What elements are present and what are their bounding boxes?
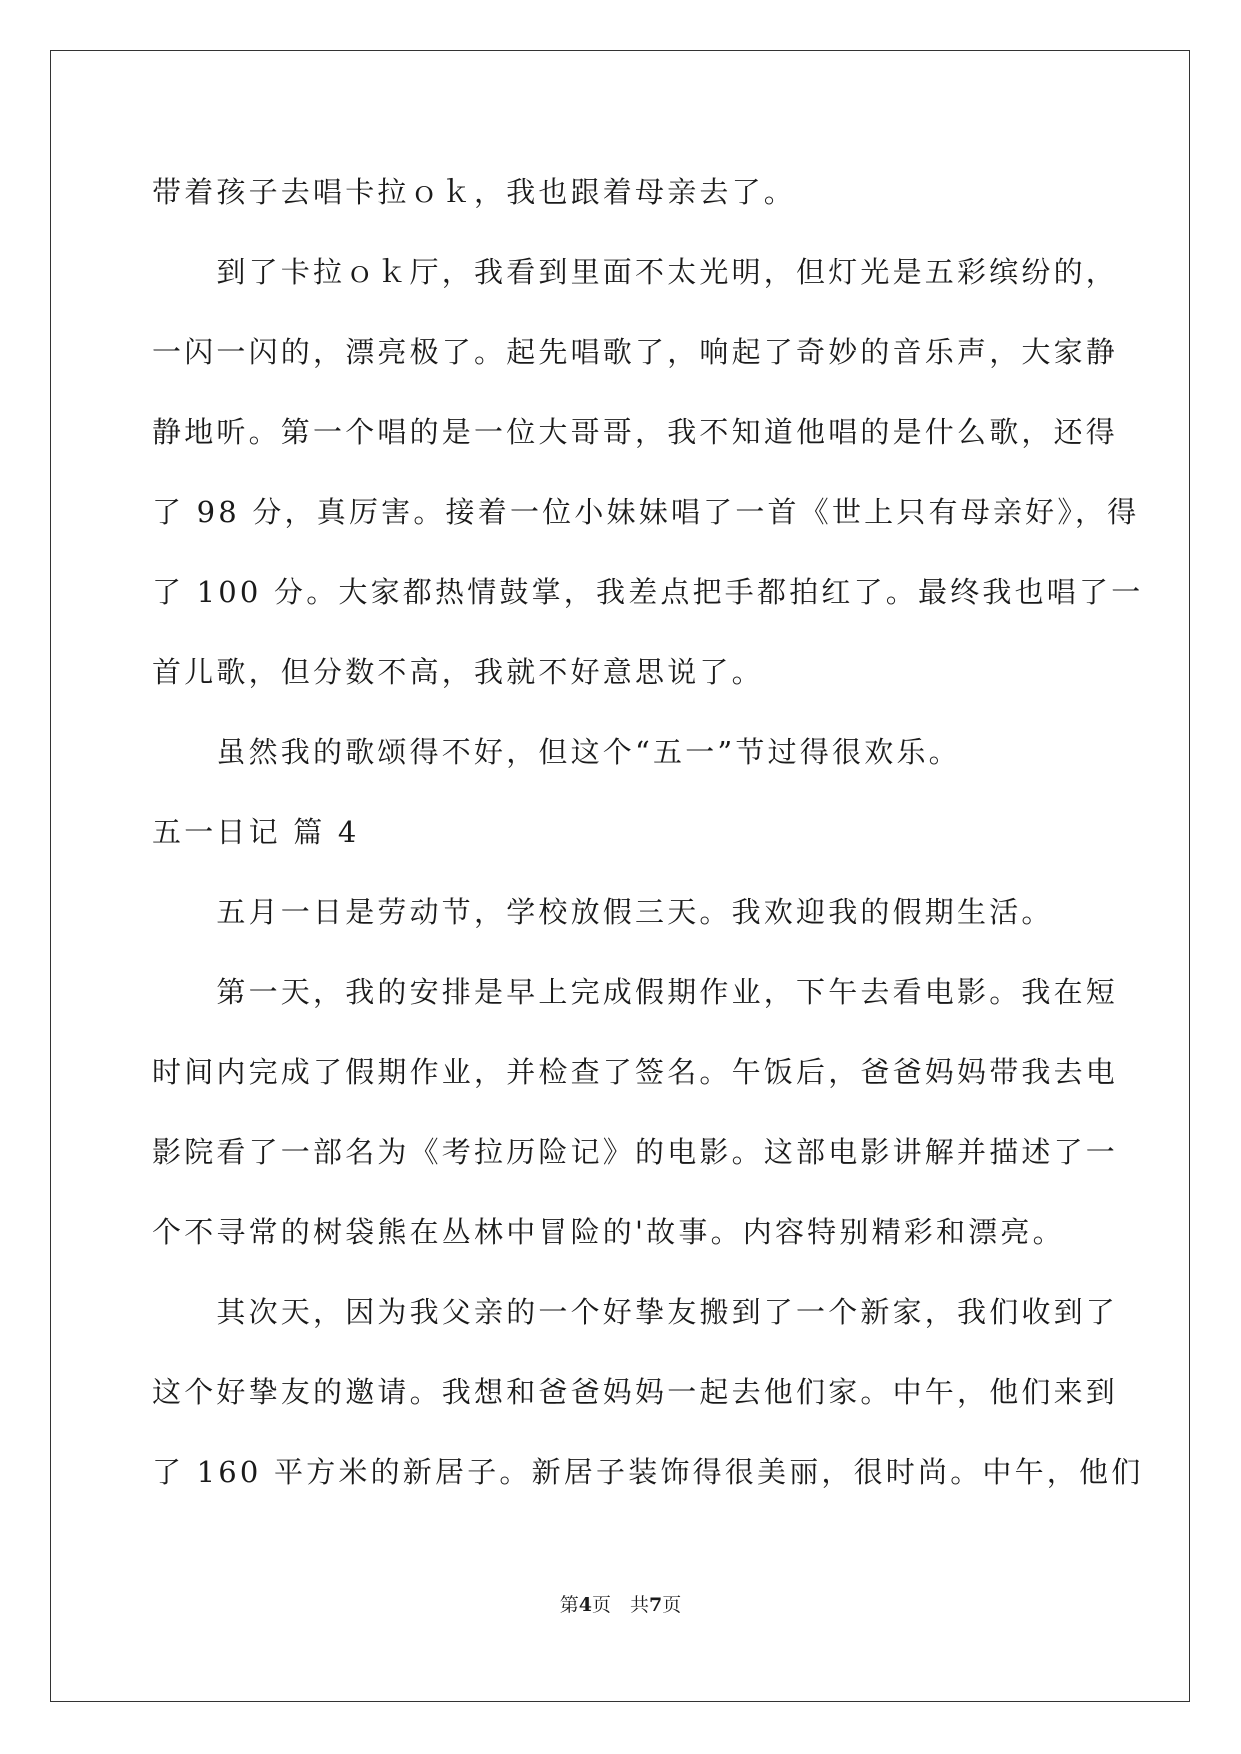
- text-line: 首儿歌，但分数不高，我就不好意思说了。: [152, 655, 764, 689]
- text-line: 虽然我的歌颂得不好，但这个“五一”节过得很欢乐。: [152, 735, 961, 769]
- total-pages-number: 7: [649, 1594, 663, 1616]
- text-line: 一闪一闪的，漂亮极了。起先唱歌了，响起了奇妙的音乐声，大家静: [152, 335, 1119, 369]
- text-line: 影院看了一部名为《考拉历险记》的电影。这部电影讲解并描述了一: [152, 1135, 1119, 1169]
- text-line: 到了卡拉ｏｋ厅，我看到里面不太光明，但灯光是五彩缤纷的，: [152, 255, 1119, 289]
- page-footer: [0, 1592, 1241, 1618]
- text-line: 个不寻常的树袋熊在丛林中冒险的'故事。内容特别精彩和漂亮。: [152, 1215, 1065, 1249]
- footer-suffix: 页: [662, 1594, 682, 1616]
- text-line: 了 98 分，真厉害。接着一位小妹妹唱了一首《世上只有母亲好》，得: [152, 495, 1140, 529]
- text-line: 了 160 平方米的新居子。新居子装饰得很美丽，很时尚。中午，他们: [152, 1455, 1144, 1489]
- text-line: 其次天，因为我父亲的一个好挚友搬到了一个新家，我们收到了: [152, 1295, 1119, 1329]
- text-line: 时间内完成了假期作业，并检查了签名。午饭后，爸爸妈妈带我去电: [152, 1055, 1119, 1089]
- section-heading: 五一日记 篇 4: [152, 815, 360, 849]
- current-page-number: 4: [578, 1594, 592, 1616]
- text-line: 五月一日是劳动节，学校放假三天。我欢迎我的假期生活。: [152, 895, 1054, 929]
- text-line: 这个好挚友的邀请。我想和爸爸妈妈一起去他们家。中午，他们来到: [152, 1375, 1119, 1409]
- text-line: 了 100 分。大家都热情鼓掌，我差点把手都拍红了。最终我也唱了一: [152, 575, 1144, 609]
- footer-mid: 页 共: [591, 1594, 649, 1616]
- text-line: 静地听。第一个唱的是一位大哥哥，我不知道他唱的是什么歌，还得: [152, 415, 1119, 449]
- text-line: 第一天，我的安排是早上完成假期作业，下午去看电影。我在短: [152, 975, 1119, 1009]
- text-line: 带着孩子去唱卡拉ｏｋ，我也跟着母亲去了。: [152, 175, 797, 209]
- footer-prefix: 第: [559, 1594, 579, 1616]
